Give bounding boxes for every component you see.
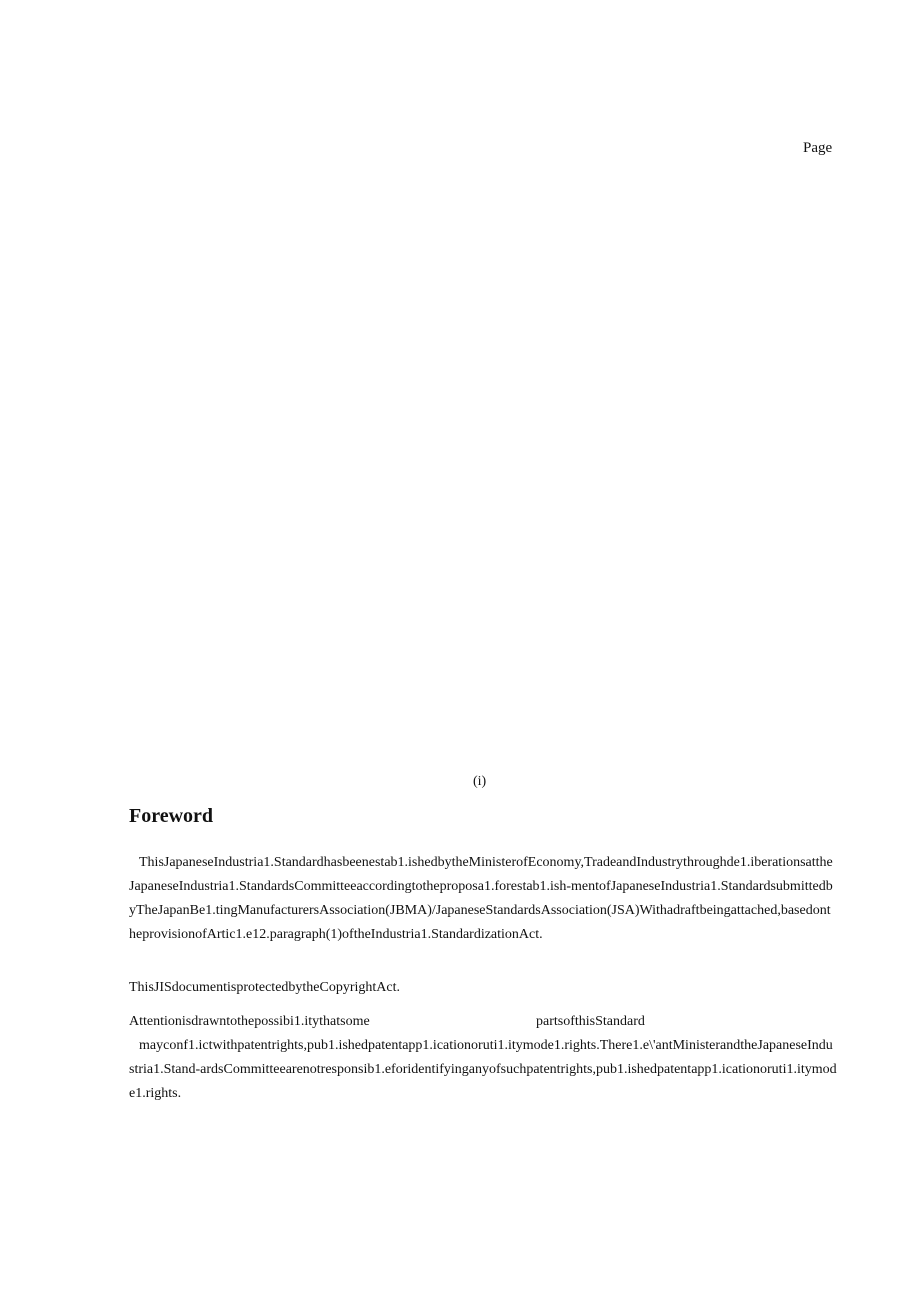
patent-paragraph-lead-continued: partsofthisStandard — [536, 1014, 645, 1029]
foreword-paragraph-copyright: ThisJISdocumentisprotectedbytheCopyrightAct. — [129, 980, 401, 995]
foreword-paragraph-patent — [129, 1010, 837, 1106]
foreword-heading: Foreword — [129, 805, 214, 827]
patent-paragraph-lead: Attentionisdrawntothepossibi1.itythatsome — [129, 1014, 370, 1029]
patent-paragraph-body: mayconf1.ictwithpatentrights,pub1.ishedpatentapp1.icationoruti1.itymode1.rights.There1.e\'antMinisterandtheJapaneseIndustria1.Stand-ardsCommitteearenotresponsib1.eforidentifyinganyofsuchpatentrights,pub1.ishedpatentapp1.icationoruti1.itymode1.rights. — [129, 1038, 837, 1101]
page-number: (i) — [473, 774, 487, 789]
patent-paragraph-first-line — [129, 1010, 837, 1034]
foreword-paragraph-establishment: ThisJapaneseIndustria1.Standardhasbeenestab1.ishedbytheMinisterofEconomy,TradeandIndustrythroughde1.iberationsattheJapaneseIndustria1.StandardsCommitteeaccordingtotheproposa1.forestab1.ish-mentofJapaneseIndustria1.StandardsubmittedbyTheJapanBe1.tingManufacturersAssociation(JBMA)/JapaneseStandardsAssociation(JSA)Withadraftbeingattached,basedontheprovisionofArtic1.e12.paragraph(1)oftheIndustria1.StandardizationAct. — [129, 855, 833, 942]
page-label: Page — [803, 140, 833, 156]
